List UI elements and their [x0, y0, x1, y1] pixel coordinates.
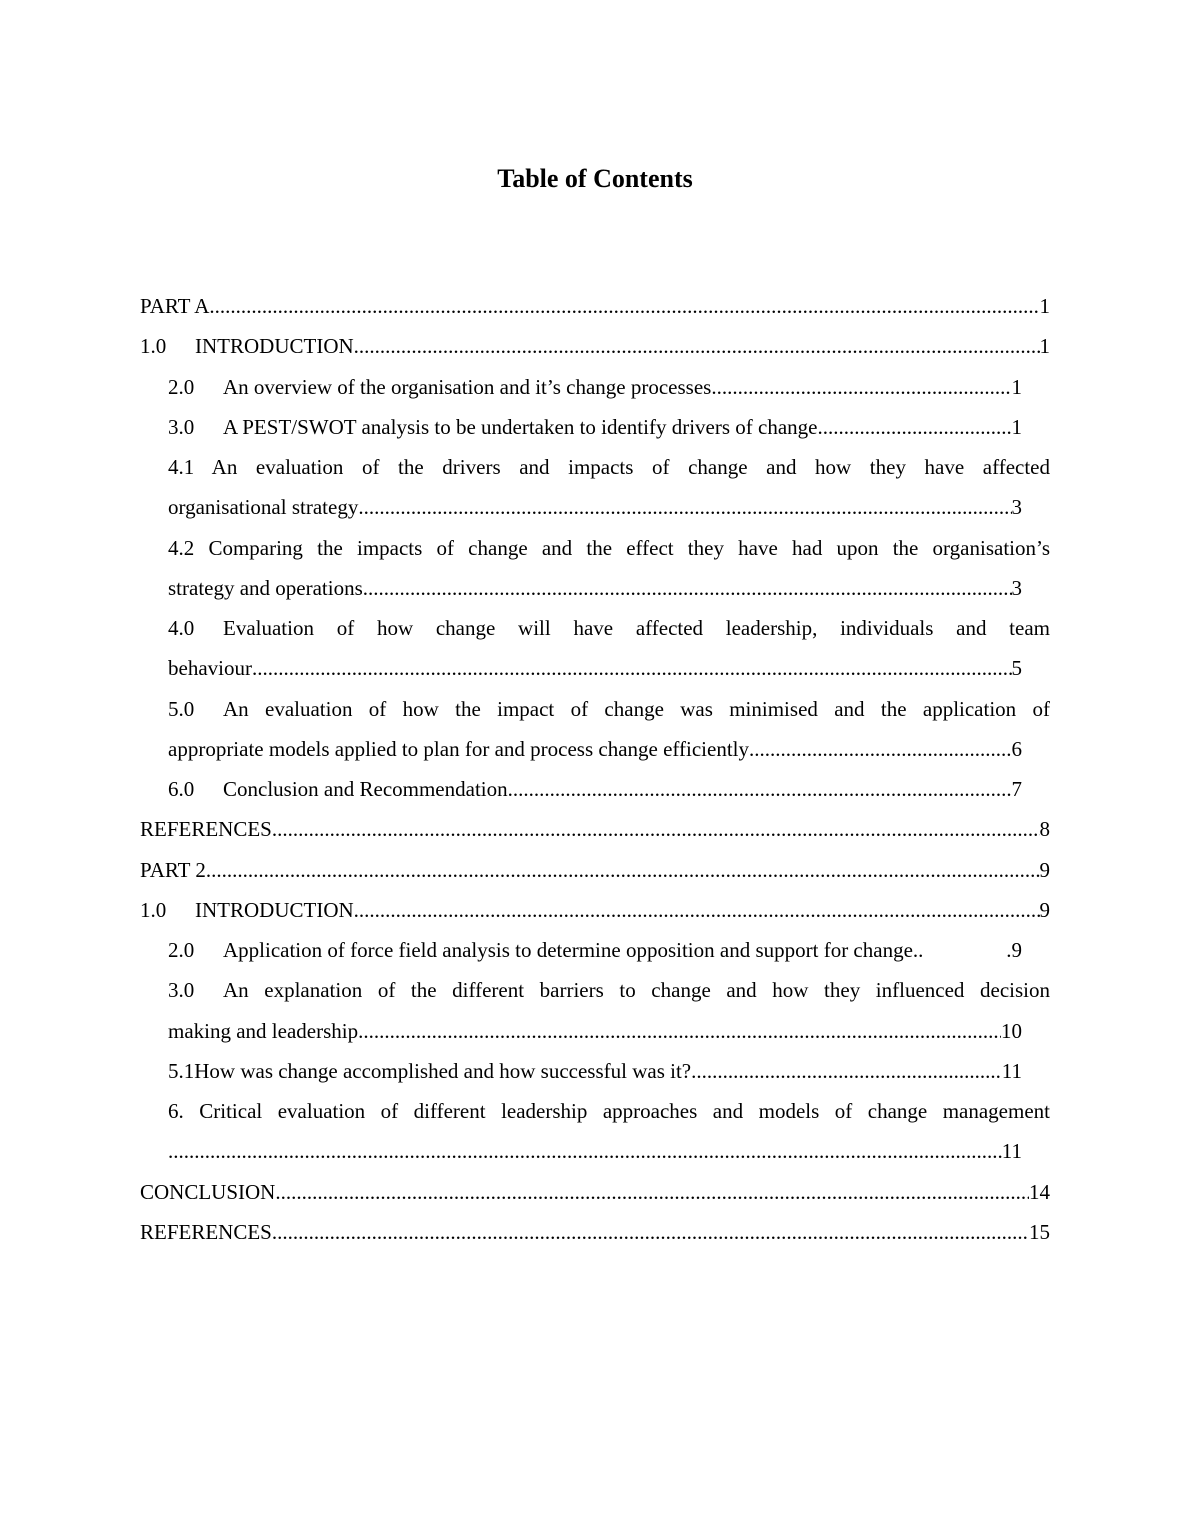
toc-dot-leader: [252, 648, 1012, 688]
toc-page-number: 10: [1001, 1018, 1022, 1043]
toc-page-number: 8: [1039, 817, 1050, 842]
toc-entry-conclusion[interactable]: [140, 1172, 1050, 1212]
toc-dot-leader: [354, 326, 1040, 366]
toc-dot-leader: [749, 729, 1012, 769]
toc-entry-first-line: 6. Critical evaluation of different leadership approaches and models of change management: [168, 1099, 1050, 1123]
toc-dot-leader: [354, 890, 1040, 930]
toc-entry-number: 5.0: [168, 696, 195, 721]
toc-entry-label: REFERENCES: [140, 817, 272, 842]
toc-entry-introduction-a[interactable]: [140, 326, 1050, 366]
toc-entry-barriers-to-change[interactable]: [140, 970, 1050, 1051]
toc-page-number: 1: [1039, 294, 1050, 318]
toc-dot-leader: [275, 1172, 1029, 1212]
toc-entry-pest-swot[interactable]: [168, 407, 1022, 447]
toc-title: Table of Contents: [497, 164, 693, 193]
toc-entry-label: making and leadership: [168, 1018, 359, 1043]
toc-entry-conclusion-recommendation[interactable]: [168, 769, 1022, 809]
toc-dot-leader: [918, 930, 924, 970]
toc-entry-label: A PEST/SWOT analysis to be undertaken to identify drivers of change: [223, 414, 818, 439]
table-of-contents: [140, 286, 1050, 1252]
toc-entry-leadership-evaluation[interactable]: [140, 608, 1050, 689]
toc-page-number: 3: [1011, 575, 1022, 600]
toc-entry-comparing-impacts[interactable]: [140, 528, 1050, 609]
toc-entry-label: PART A: [140, 294, 210, 318]
toc-entry-number: 2.0: [168, 374, 195, 399]
toc-entry-critical-evaluation[interactable]: [140, 1091, 1050, 1172]
toc-entry-part-2[interactable]: [140, 850, 1050, 890]
toc-entry-force-field-analysis[interactable]: [168, 930, 1022, 970]
toc-dot-leader: [206, 850, 1040, 890]
toc-entry-label: behaviour: [168, 656, 252, 681]
toc-page-number: 9: [1039, 857, 1050, 882]
toc-entry-organisation-overview[interactable]: [168, 367, 1022, 407]
toc-entry-introduction-b[interactable]: [140, 890, 1050, 930]
toc-entry-label: Application of force field analysis to determine opposition and support for change.: [223, 938, 919, 962]
toc-entry-label: Conclusion and Recommendation: [223, 777, 508, 801]
toc-page-number: 3: [1011, 495, 1022, 520]
toc-entry-first-line: 4.2 Comparing the impacts of change and the effect they have had upon the organisation’s: [168, 535, 1050, 560]
toc-entry-label: appropriate models applied to plan for and process change efficiently: [168, 736, 749, 761]
toc-page-number: 7: [1011, 777, 1022, 801]
toc-dot-leader: [363, 568, 1012, 608]
toc-entry-label: organisational strategy: [168, 495, 359, 520]
toc-entry-number: 3.0: [168, 978, 195, 1003]
toc-entry-label: An overview of the organisation and it’s change processes: [223, 374, 712, 399]
toc-entry-drivers-impacts[interactable]: [140, 447, 1050, 528]
toc-entry-number: 1.0: [140, 334, 167, 359]
toc-page-number: 1: [1011, 414, 1022, 439]
toc-entry-first-line: 4.1 An evaluation of the drivers and impacts of change and how they have affected: [168, 455, 1050, 479]
toc-entry-label: REFERENCES: [140, 1219, 272, 1244]
toc-page-number: 1: [1011, 374, 1022, 399]
toc-entry-number: 3.0: [168, 414, 195, 439]
toc-entry-impact-minimised[interactable]: [140, 689, 1050, 770]
toc-page-number: 11: [1001, 1139, 1022, 1164]
toc-page-number: .9: [1006, 938, 1022, 962]
toc-page-number: 5: [1011, 656, 1022, 681]
toc-dot-leader: [209, 286, 1039, 326]
toc-dot-leader: [358, 487, 1011, 527]
toc-page-number: 11: [1001, 1058, 1022, 1083]
toc-entry-part-a[interactable]: [140, 286, 1050, 326]
toc-entry-label: strategy and operations: [168, 575, 363, 600]
toc-page-number: 6: [1011, 736, 1022, 761]
toc-dot-leader: [358, 1011, 1001, 1051]
toc-page-number: 15: [1029, 1219, 1050, 1244]
toc-entry-label: How was change accomplished and how successful was it?: [194, 1058, 692, 1083]
toc-dot-leader: [691, 1051, 1002, 1091]
toc-entry-label: CONCLUSION: [140, 1179, 276, 1204]
toc-entry-change-accomplished[interactable]: [168, 1051, 1022, 1091]
toc-entry-number: 6.0: [168, 777, 195, 801]
toc-entry-first-line: An explanation of the different barriers to change and how they influenced decision: [223, 978, 1050, 1003]
toc-dot-leader: [508, 769, 1012, 809]
toc-entry-label: PART 2: [140, 857, 206, 882]
toc-page-number: 9: [1039, 897, 1050, 922]
toc-dot-leader: [168, 1131, 1002, 1171]
toc-entry-references-b[interactable]: [140, 1212, 1050, 1252]
toc-entry-number: 4.0: [168, 616, 195, 640]
toc-entry-references-a[interactable]: [140, 809, 1050, 849]
toc-page-number: 1: [1039, 334, 1050, 359]
toc-entry-label: INTRODUCTION: [195, 334, 354, 359]
toc-entry-first-line: An evaluation of how the impact of change was minimised and the application of: [223, 696, 1050, 721]
toc-dot-leader: [711, 367, 1011, 407]
toc-entry-number: 2.0: [168, 938, 195, 962]
toc-dot-leader: [818, 407, 1012, 447]
toc-entry-number: 1.0: [140, 897, 167, 922]
toc-dot-leader: [272, 809, 1040, 849]
toc-dot-leader: [272, 1212, 1029, 1252]
toc-entry-label: INTRODUCTION: [195, 897, 354, 922]
toc-entry-first-line: Evaluation of how change will have affected leadership, individuals and team: [223, 616, 1050, 640]
toc-page-number: 14: [1029, 1179, 1050, 1204]
toc-entry-number: 5.1: [168, 1058, 195, 1083]
